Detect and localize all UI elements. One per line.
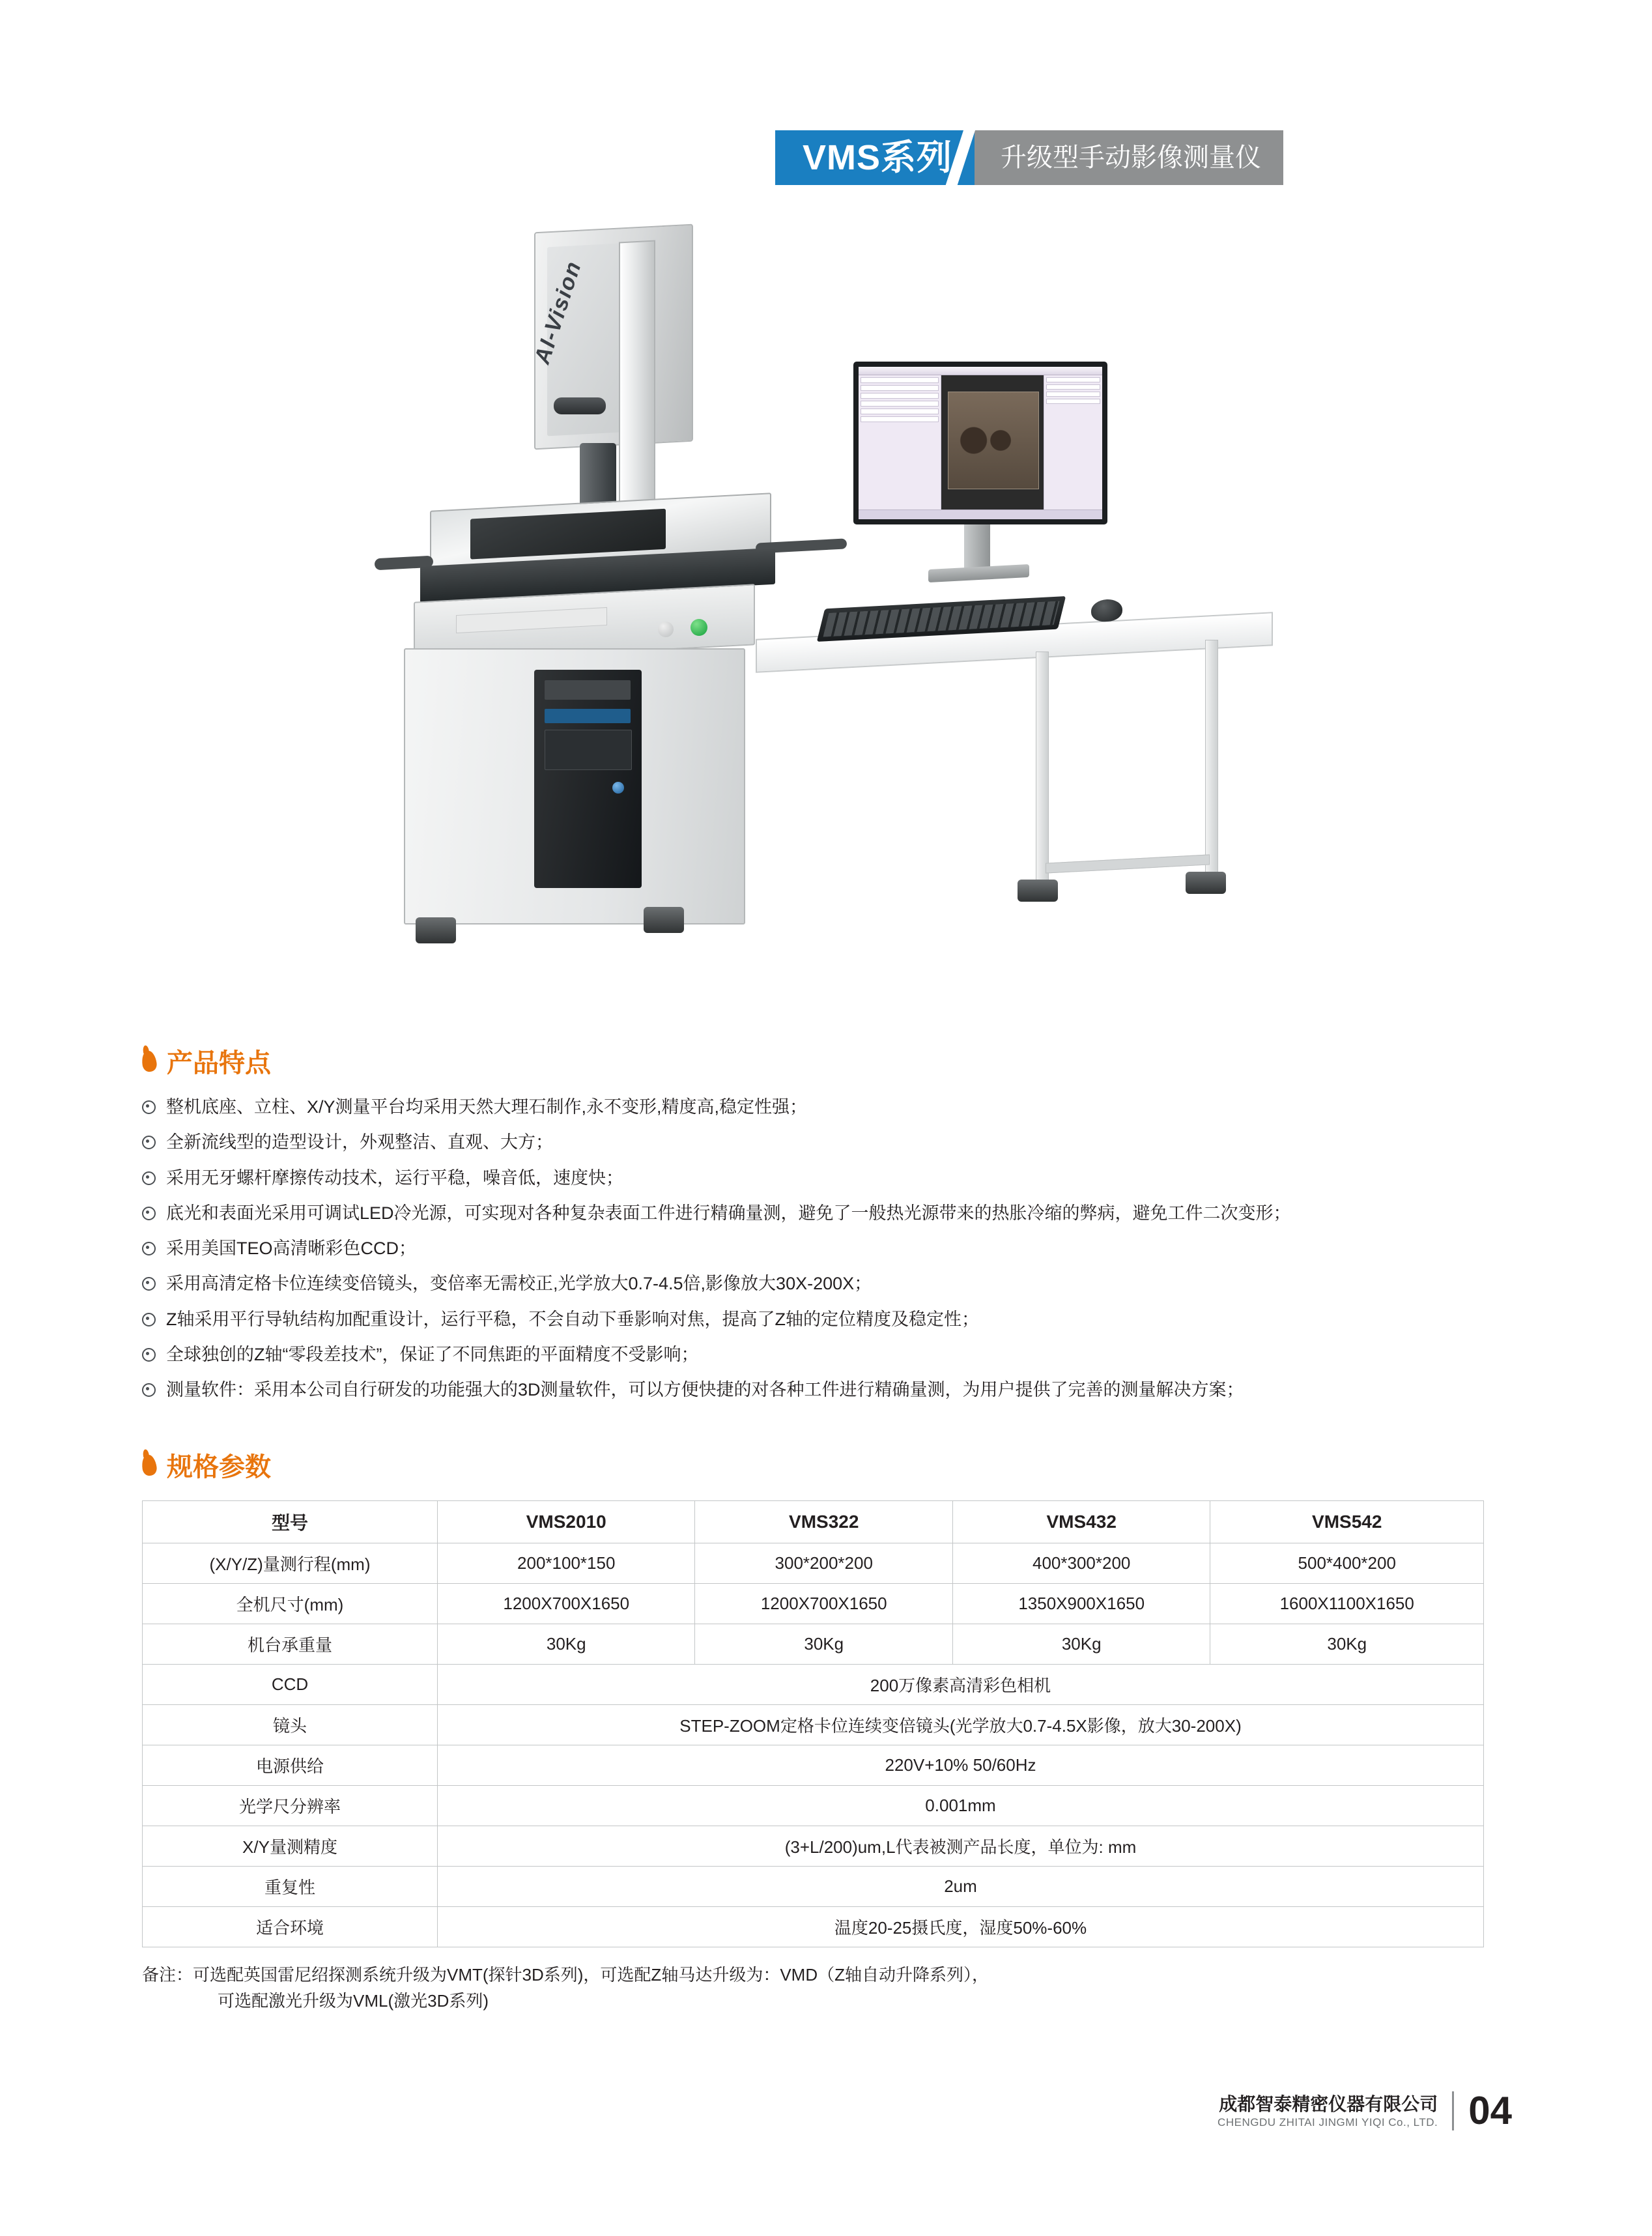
feature-text: 全新流线型的造型设计，外观整洁、直观、大方；: [166, 1132, 553, 1153]
specs-table: [142, 1500, 1484, 1947]
footer-company-en: CHENGDU ZHITAI JINGMI YIQI Co., LTD.: [1218, 2115, 1438, 2128]
software-left-panel: [859, 375, 941, 509]
monitor-stand-neck: [964, 524, 990, 570]
page-number: 04: [1468, 2089, 1512, 2132]
table-row: [143, 1745, 1484, 1786]
list-item: [142, 1166, 1523, 1190]
software-right-panel: [1044, 375, 1102, 509]
row-label: 适合环境: [143, 1907, 438, 1947]
table-row: [143, 1584, 1484, 1624]
row-cell-merged: (3+L/200)um,L代表被测产品长度，单位为: mm: [438, 1826, 1484, 1867]
ring-bullet-icon: [142, 1277, 156, 1291]
row-label: (X/Y/Z)量测行程(mm): [143, 1543, 438, 1584]
machine-brand-logo: AI-Vision: [530, 257, 586, 367]
ring-bullet-icon: [142, 1383, 156, 1397]
list-item: [142, 1095, 1523, 1119]
column-header-vms432: VMS432: [952, 1501, 1210, 1543]
machine-focus-knob: [554, 397, 606, 414]
stage-glass-insert: [470, 509, 666, 560]
list-item: [142, 1343, 1523, 1367]
monitor-stand-base: [928, 564, 1029, 582]
specs-note: [142, 1962, 1510, 2014]
tower-drive-bay: [545, 709, 631, 723]
list-item: [142, 1201, 1523, 1226]
workpiece-image: [948, 392, 1039, 489]
feature-text: 测量软件：采用本公司自行研发的功能强大的3D测量软件，可以方便快捷的对各种工件进行精确量测，为用户提供了完善的测量解决方案；: [166, 1380, 1244, 1399]
table-row: [143, 1786, 1484, 1826]
row-label: 全机尺寸(mm): [143, 1584, 438, 1624]
software-right-row: [1046, 392, 1100, 397]
software-right-row: [1046, 377, 1100, 382]
footer-divider: [1452, 2091, 1454, 2130]
tower-top-panel: [545, 680, 631, 700]
software-right-row: [1046, 399, 1100, 404]
footer-company: [1218, 2093, 1438, 2129]
row-cell: 30Kg: [1210, 1624, 1484, 1665]
row-label: X/Y量测精度: [143, 1826, 438, 1867]
features-heading-text: 产品特点: [167, 1049, 271, 1078]
ring-bullet-icon: [142, 1100, 156, 1114]
table-row: [143, 1665, 1484, 1705]
specs-note-line1: 备注：可选配英国雷尼绍探测系统升级为VMT(探针3D系列)，可选配Z轴马达升级为：VMD（Z轴自动升降系列），: [142, 1965, 989, 1985]
series-title: VMS系列: [775, 130, 975, 185]
row-cell: 400*300*200: [952, 1543, 1210, 1584]
feature-text: 全球独创的Z轴“零段差技术”，保证了不同焦距的平面精度不受影响；: [166, 1344, 699, 1364]
column-header-model: 型号: [143, 1501, 438, 1543]
features-heading: [142, 1042, 1523, 1080]
features-section: [142, 1042, 1523, 1413]
feature-text: 采用无牙螺杆摩擦传动技术，运行平稳，噪音低，速度快；: [166, 1168, 623, 1188]
row-cell: 500*400*200: [1210, 1543, 1484, 1584]
feature-text: 底光和表面光采用可调试LED冷光源，可实现对各种复杂表面工件进行精确量测，避免了一般热光源带来的热胀冷缩的弊病，避免工件二次变形；: [166, 1203, 1291, 1223]
column-header-vms2010: VMS2010: [438, 1501, 695, 1543]
software-menubar: [859, 367, 1102, 375]
software-left-row: [861, 401, 939, 407]
software-left-row: [861, 377, 939, 383]
desk-leg-left: [1036, 652, 1049, 887]
machine-column: [619, 240, 655, 525]
header-banner: [775, 130, 1283, 185]
row-cell: 300*200*200: [695, 1543, 952, 1584]
row-cell: 30Kg: [438, 1624, 695, 1665]
table-header-row: [143, 1501, 1484, 1543]
specs-note-line2: 可选配激光升级为VML(激光3D系列): [218, 1991, 489, 2011]
list-item: [142, 1130, 1523, 1154]
specs-section: [142, 1446, 1510, 2014]
desk-leg-right: [1205, 640, 1218, 882]
column-header-vms542: VMS542: [1210, 1501, 1484, 1543]
series-subtitle: 升级型手动影像测量仪: [975, 130, 1283, 185]
flame-icon: [141, 1454, 158, 1476]
flame-icon: [141, 1050, 158, 1072]
row-cell-merged: 200万像素高清彩色相机: [438, 1665, 1484, 1705]
row-cell: 1350X900X1650: [952, 1584, 1210, 1624]
software-right-row: [1046, 384, 1100, 390]
software-left-row: [861, 408, 939, 414]
table-row: [143, 1624, 1484, 1665]
row-cell: 1600X1100X1650: [1210, 1584, 1484, 1624]
row-cell: 1200X700X1650: [695, 1584, 952, 1624]
row-label: 镜头: [143, 1705, 438, 1745]
row-label: 机台承重量: [143, 1624, 438, 1665]
row-cell: 200*100*150: [438, 1543, 695, 1584]
desk-foot-left: [1018, 880, 1058, 902]
mouse: [1091, 599, 1122, 623]
row-cell: 30Kg: [952, 1624, 1210, 1665]
page-footer: [0, 2091, 1652, 2130]
ring-bullet-icon: [142, 1171, 156, 1185]
machine-power-button-green: [691, 619, 707, 636]
list-item: [142, 1378, 1523, 1402]
row-cell-merged: 温度20-25摄氏度，湿度50%-60%: [438, 1907, 1484, 1947]
table-row: [143, 1867, 1484, 1907]
software-body: [859, 375, 1102, 509]
ring-bullet-icon: [142, 1207, 156, 1220]
features-list: [142, 1095, 1523, 1402]
row-cell: 30Kg: [695, 1624, 952, 1665]
table-row: [143, 1826, 1484, 1867]
row-cell-merged: 2um: [438, 1867, 1484, 1907]
ring-bullet-icon: [142, 1136, 156, 1149]
desktop-computer-tower: [534, 670, 642, 888]
row-label: 光学尺分辨率: [143, 1786, 438, 1826]
computer-monitor: [853, 362, 1107, 524]
software-image-view: [941, 375, 1044, 509]
feature-text: 整机底座、立柱、X/Y测量平台均采用天然大理石制作,永不变形,精度高,稳定性强；: [166, 1097, 808, 1117]
row-label: 电源供给: [143, 1745, 438, 1786]
specs-heading-text: 规格参数: [167, 1453, 271, 1482]
desk-foot-right: [1186, 872, 1226, 894]
row-cell: 1200X700X1650: [438, 1584, 695, 1624]
column-header-vms322: VMS322: [695, 1501, 952, 1543]
machine-foot-left: [416, 917, 456, 943]
software-left-row: [861, 416, 939, 422]
machine-power-button-grey: [658, 622, 674, 637]
desk-cross-bar: [1046, 854, 1210, 873]
software-left-row: [861, 385, 939, 391]
ring-bullet-icon: [142, 1348, 156, 1362]
list-item: [142, 1237, 1523, 1261]
list-item: [142, 1308, 1523, 1332]
ring-bullet-icon: [142, 1242, 156, 1255]
feature-text: 采用美国TEO高清晰彩色CCD；: [166, 1239, 416, 1258]
ring-bullet-icon: [142, 1313, 156, 1326]
feature-text: 采用高清定格卡位连续变倍镜头，变倍率无需校正,光学放大0.7-4.5倍,影像放大30X-200X；: [166, 1274, 872, 1294]
row-cell-merged: 220V+10% 50/60Hz: [438, 1745, 1484, 1786]
software-left-row: [861, 393, 939, 399]
row-label: CCD: [143, 1665, 438, 1705]
row-label: 重复性: [143, 1867, 438, 1907]
table-row: [143, 1907, 1484, 1947]
footer-company-cn: 成都智泰精密仪器有限公司: [1219, 2093, 1438, 2114]
software-toolbar: [859, 509, 1102, 519]
product-photo: [339, 202, 1355, 977]
feature-text: Z轴采用平行导轨结构加配重设计，运行平稳，不会自动下垂影响对焦，提高了Z轴的定位精度及稳定性；: [166, 1309, 979, 1329]
table-row: [143, 1705, 1484, 1745]
row-cell-merged: STEP-ZOOM定格卡位连续变倍镜头(光学放大0.7-4.5X影像，放大30-200X): [438, 1705, 1484, 1745]
specs-heading: [142, 1446, 1510, 1484]
row-cell-merged: 0.001mm: [438, 1786, 1484, 1826]
machine-foot-right: [644, 907, 684, 933]
monitor-screen: [859, 367, 1102, 519]
tower-power-led: [612, 782, 624, 794]
table-row: [143, 1543, 1484, 1584]
list-item: [142, 1272, 1523, 1296]
tower-front-panel: [545, 730, 632, 770]
